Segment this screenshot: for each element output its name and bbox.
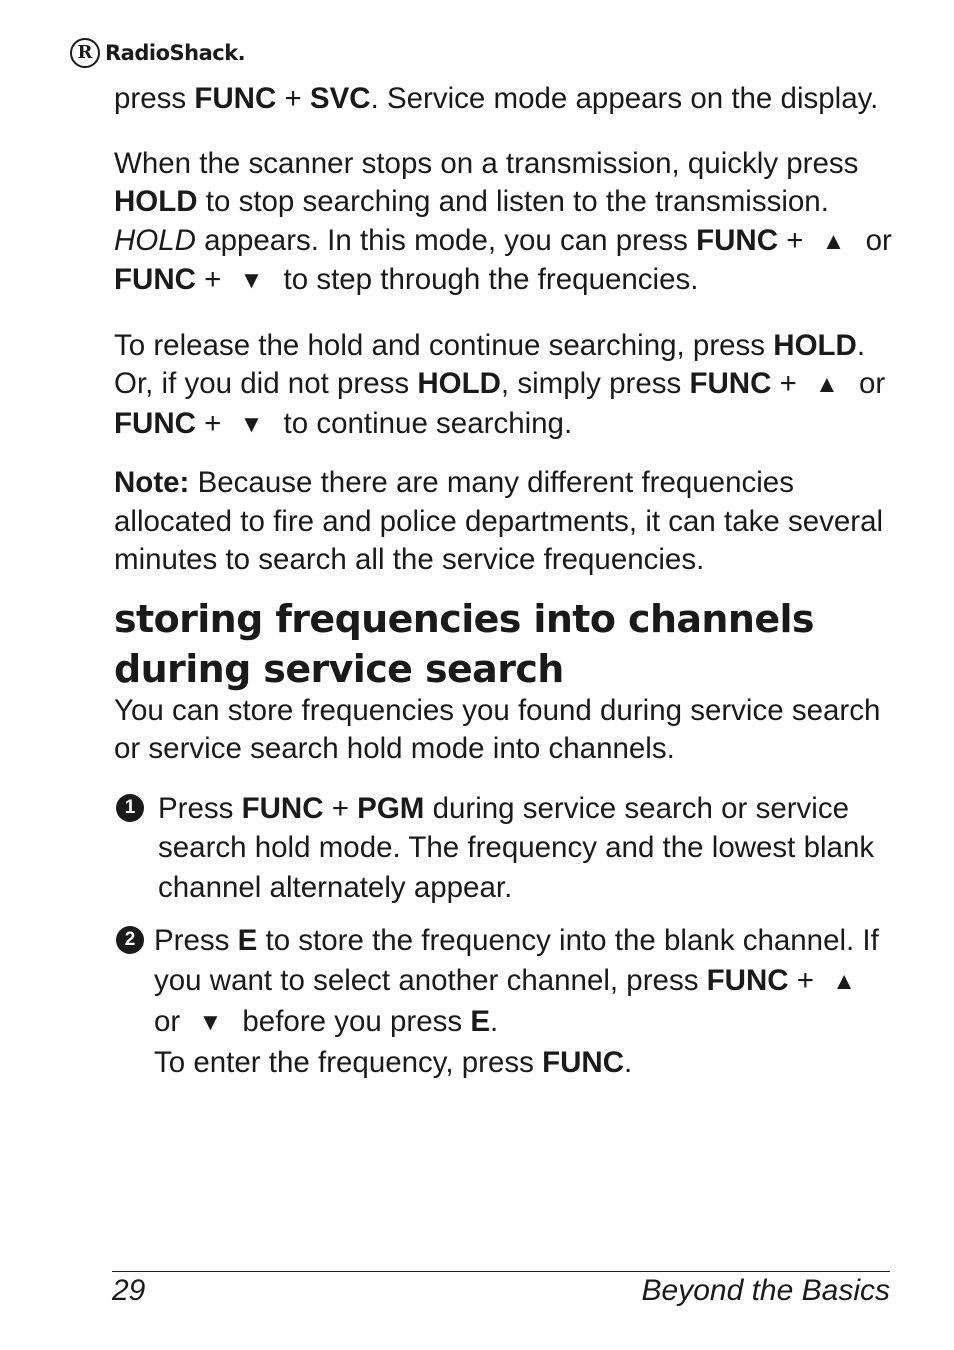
footer-section-title: Beyond the Basics (641, 1274, 890, 1307)
step-number-1-icon: 1 (116, 794, 144, 822)
key-hold: HOLD (114, 185, 198, 218)
up-arrow-icon: ▲ (832, 968, 856, 995)
paragraph-service-mode: press FUNC + SVC. Service mode appears on the display. (114, 82, 879, 115)
key-hold: HOLD (417, 367, 501, 400)
step-1: 1 Press FUNC + PGM during service search or service search hold mode. The frequency and the lowest blank channel alternately appear. (114, 789, 894, 908)
step-2: 2 Press E to store the frequency into the blank channel. If you want to select another channel, press FUNC + ▲ or ▼ before you press E. To enter the frequency, press FUNC. (114, 921, 894, 1083)
key-e: E (470, 1005, 491, 1038)
page-number: 29 (112, 1274, 146, 1307)
step-number-2-icon: 2 (116, 926, 144, 954)
registered-mark-icon: R (70, 38, 100, 68)
up-arrow-icon: ▲ (821, 227, 846, 255)
key-func: FUNC (241, 791, 324, 825)
down-arrow-icon: ▼ (239, 410, 264, 438)
key-func: FUNC (706, 964, 789, 997)
key-hold: HOLD (773, 328, 857, 362)
key-func: FUNC (194, 82, 277, 115)
note-paragraph: Note: Because there are many different frequencies allocated to fire and police departments, it can take several minutes to search all the service frequencies. (114, 466, 884, 576)
down-arrow-icon: ▼ (239, 267, 264, 294)
note-label: Note: (114, 466, 190, 499)
brand-name: RadioShack. (105, 41, 246, 65)
key-svc: SVC (309, 82, 371, 115)
key-func: FUNC (542, 1046, 625, 1079)
key-pgm: PGM (357, 791, 425, 825)
display-hold-indicator: HOLD (114, 223, 196, 257)
page-footer (112, 1271, 890, 1310)
section-intro: You can store frequencies you found during service search or service search hold mode into channels. (114, 693, 881, 765)
down-arrow-icon: ▼ (198, 1009, 223, 1036)
radioshack-logo (70, 38, 245, 68)
key-e: E (237, 924, 258, 957)
key-func: FUNC (689, 367, 772, 400)
key-func: FUNC (696, 223, 779, 257)
page-content (114, 80, 894, 1097)
paragraph-hold: When the scanner stops on a transmission, quickly press HOLD to stop searching and listen to the transmission. HOLD appears. In this mode, you can press FUNC + ▲ or FUNC + ▼ to step through the frequencies. (114, 145, 894, 301)
section-heading: storing frequencies into channels during service search (114, 596, 814, 691)
key-func: FUNC (114, 263, 196, 296)
paragraph-release-hold: To release the hold and continue searching, press HOLD. Or, if you did not press HOLD, simply press FUNC + ▲ or FUNC + ▼ to continue searching. (114, 327, 894, 445)
up-arrow-icon: ▲ (815, 371, 839, 398)
key-func: FUNC (114, 406, 196, 440)
